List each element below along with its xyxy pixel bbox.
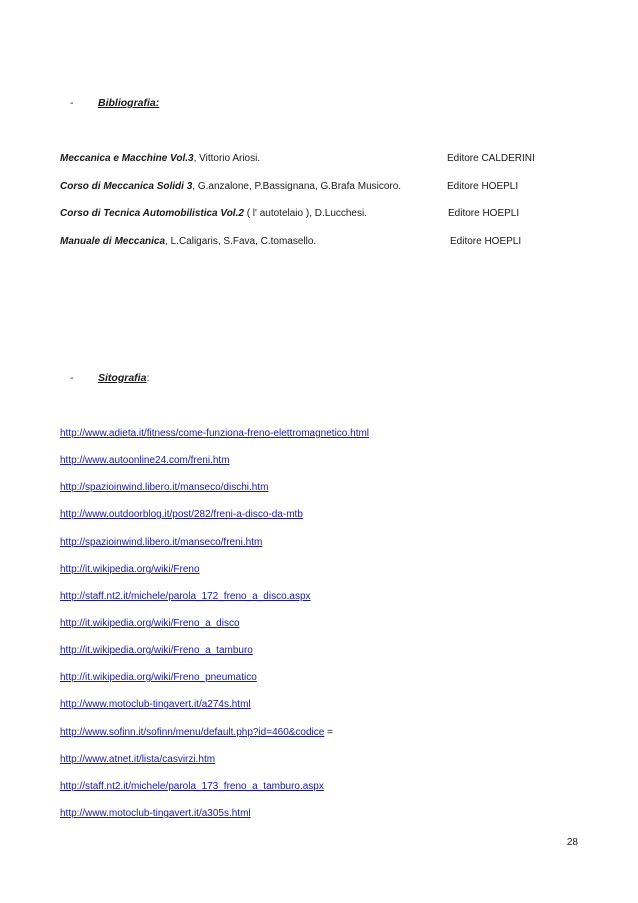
sitography-heading	[70, 372, 149, 384]
website-link[interactable]: http://www.atnet.it/lista/casvirzi.htm	[60, 754, 216, 765]
book-publisher: Editore HOEPLI	[450, 236, 522, 247]
website-link[interactable]: http://it.wikipedia.org/wiki/Freno_a_tamburo	[60, 645, 253, 656]
book-authors: , Vittorio Ariosi.	[193, 153, 261, 164]
website-link[interactable]: http://www.motoclub-tingavert.it/a305s.html	[60, 808, 251, 819]
sitography-colon: :	[146, 372, 150, 384]
website-link[interactable]: http://www.outdoorblog.it/post/282/freni-a-disco-da-mtb	[60, 509, 303, 520]
bibliography-entry	[60, 208, 580, 219]
bibliography-heading	[70, 97, 159, 109]
book-publisher: Editore HOEPLI	[448, 208, 520, 219]
book-title: Corso di Meccanica Solidi 3	[60, 181, 193, 192]
bibliography-entry	[60, 236, 580, 247]
book-title: Meccanica e Macchine Vol.3	[60, 153, 194, 164]
bibliography-entry	[60, 181, 580, 192]
website-link[interactable]: http://www.sofinn.it/sofinn/menu/default.php?id=460&codice	[60, 727, 325, 738]
website-link[interactable]: http://staff.nt2.it/michele/parola_173_freno_a_tamburo.aspx	[60, 781, 324, 792]
bibliography-title: Bibliografia:	[98, 97, 160, 109]
website-link[interactable]: http://spazioinwind.libero.it/manseco/freni.htm	[60, 537, 263, 548]
bullet-dash: -	[70, 372, 74, 384]
website-link[interactable]: http://it.wikipedia.org/wiki/Freno	[60, 564, 200, 575]
book-title: Corso di Tecnica Automobilistica Vol.2	[60, 208, 244, 219]
bullet-dash: -	[70, 97, 74, 109]
bibliography-entry	[60, 153, 580, 164]
book-title: Manuale di Meccanica	[60, 236, 166, 247]
book-authors: , G.anzalone, P.Bassignana, G.Brafa Musicoro.	[192, 181, 402, 192]
book-authors: , L.Caligaris, S.Fava, C.tomasello.	[165, 236, 317, 247]
book-publisher: Editore HOEPLI	[447, 181, 519, 192]
website-link[interactable]: http://staff.nt2.it/michele/parola_172_freno_a_disco.aspx	[60, 591, 311, 602]
website-link[interactable]: http://www.adieta.it/fitness/come-funziona-freno-elettromagnetico.html	[60, 428, 370, 439]
website-link-row	[60, 727, 333, 738]
website-link[interactable]: http://it.wikipedia.org/wiki/Freno_pneumatico	[60, 672, 257, 683]
link-suffix: =	[324, 727, 333, 738]
website-link[interactable]: http://spazioinwind.libero.it/manseco/dischi.htm	[60, 482, 269, 493]
website-link[interactable]: http://www.autoonline24.com/freni.htm	[60, 455, 230, 466]
book-publisher: Editore CALDERINI	[447, 153, 535, 164]
website-link[interactable]: http://it.wikipedia.org/wiki/Freno_a_disco	[60, 618, 240, 629]
page-number: 28	[566, 837, 578, 848]
sitography-title: Sitografia	[98, 372, 147, 384]
website-link[interactable]: http://www.motoclub-tingavert.it/a274s.html	[60, 699, 251, 710]
book-authors: ( l' autotelaio ), D.Lucchesi.	[243, 208, 367, 219]
